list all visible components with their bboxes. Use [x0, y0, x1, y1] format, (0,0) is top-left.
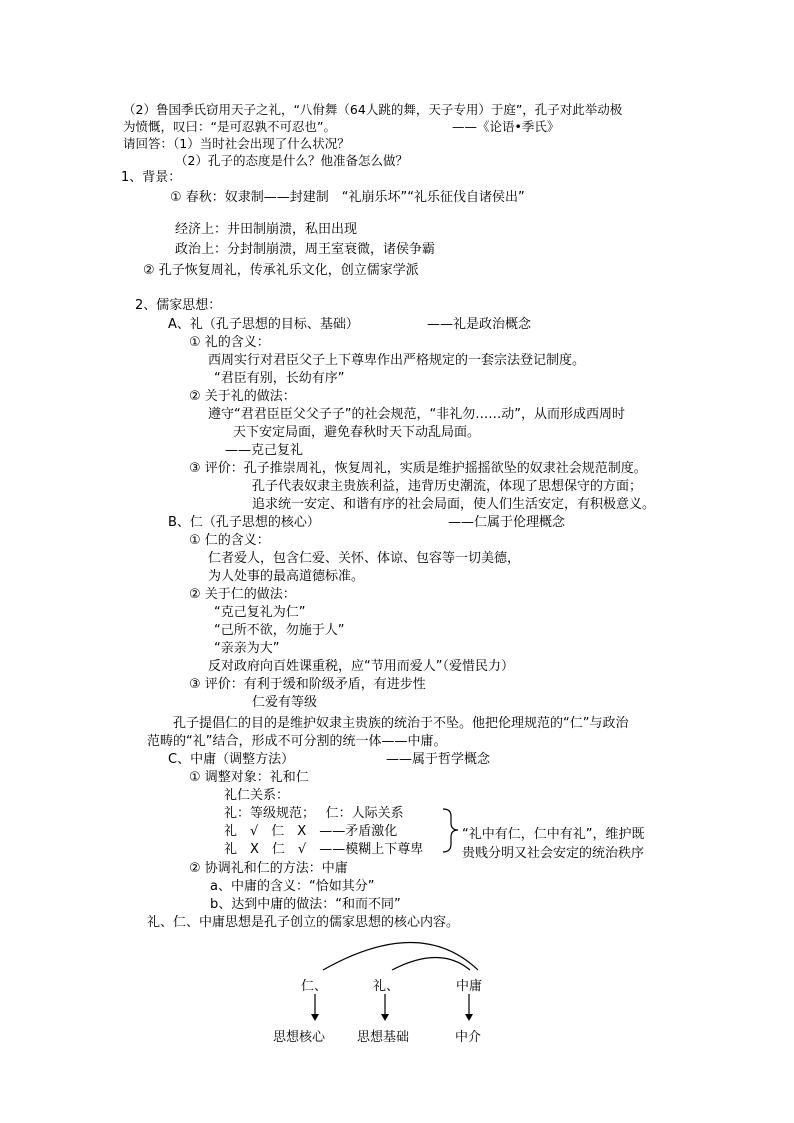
text-line: “己所不欲，勿施于人”: [214, 623, 345, 638]
text-line: ② 关于仁的做法：: [189, 587, 296, 602]
text-line: ③ 评价：孔子推崇周礼，恢复周礼，实质是维护摇摇欲坠的奴隶社会规范制度。: [189, 461, 647, 476]
text-line: ② 孔子恢复周礼，传承礼乐文化，创立儒家学派: [143, 263, 419, 278]
text-line: 礼：等级规范； 仁：人际关系: [224, 806, 404, 821]
text-line: 天下安定局面，避免春秋时天下动乱局面。: [233, 425, 481, 440]
text-line: 礼 √ 仁 X ——矛盾激化: [224, 824, 398, 839]
text-line: ② 协调礼和仁的方法：中庸: [189, 861, 348, 876]
text-line: 礼仁关系：: [224, 788, 290, 803]
text-line: 孔子提倡仁的目的是维护奴隶主贵族的统治于不坠。他把伦理规范的“仁”与政治: [173, 716, 629, 731]
text-line: 追求统一安定、和谐有序的社会局面，使人们生活安定，有积极意义。: [252, 497, 656, 512]
text-line: 礼 X 仁 √ ——模糊上下尊卑: [224, 842, 424, 857]
text-line: ② 关于礼的做法：: [189, 389, 296, 404]
text-line: 西周实行对君臣父子上下尊卑作出严格规定的一套宗法登记制度。: [208, 353, 586, 368]
question-prompt: 请回答：（1）当时社会出现了什么状况？: [123, 136, 350, 151]
text-line: ① 春秋：奴隶制——封建制 “礼崩乐坏”“礼乐征伐自诸侯出”: [170, 190, 525, 205]
diagram-node-zhongyong: 中庸: [456, 979, 483, 994]
text-line: 政治上：分封制崩溃，周王室衰微，诸侯争霸: [175, 242, 436, 257]
text-line: 范畴的“礼”结合，形成不可分割的统一体——中庸。: [147, 734, 447, 749]
question-prompt: （2）孔子的态度是什么？他准备怎么做？: [175, 153, 408, 168]
section-heading: 2、儒家思想：: [135, 298, 222, 313]
text-line: 遵守“君君臣臣父父子子”的社会规范，“非礼勿……动”，从而形成西周时: [208, 407, 625, 422]
text-line: 仁爱有等级: [252, 695, 318, 710]
text-line: b、达到中庸的做法：“和而不同”: [210, 897, 401, 912]
text-line: a、中庸的含义：“恰如其分”: [210, 879, 375, 894]
subsection-heading: C、中庸（调整方法）: [168, 752, 295, 767]
text-line: “君臣有别，长幼有序”: [214, 371, 345, 386]
summary-line: 礼、仁、中庸思想是孔子创立的儒家思想的核心内容。: [147, 915, 460, 930]
text-line: ① 礼的含义：: [189, 335, 270, 350]
text-line: 经济上：井田制崩溃，私田出现: [175, 222, 358, 237]
section-heading: 1、背景：: [121, 170, 182, 185]
diagram-node-li: 礼、: [373, 979, 400, 994]
text-line: ① 调整对象：礼和仁: [189, 770, 309, 785]
diagram-label-foundation: 思想基础: [357, 1030, 410, 1045]
text-line: “礼中有仁，仁中有礼”，维护既: [462, 827, 645, 842]
diagram-node-ren: 仁、: [301, 979, 328, 994]
text-line: “克己复礼为仁”: [214, 605, 306, 620]
text-line: “亲亲为大”: [214, 641, 280, 656]
subsection-heading: A、礼（孔子思想的目标、基础）: [168, 317, 359, 332]
text-line: ③ 评价：有利于缓和阶级矛盾，有进步性: [189, 677, 426, 692]
text-line: 孔子代表奴隶主贵族利益，违背历史潮流，体现了思想保守的方面；: [252, 479, 643, 494]
diagram-label-medium: 中介: [455, 1030, 482, 1045]
question-text: 为愤慨，叹曰：“是可忍孰不可忍也”。: [123, 119, 336, 134]
text-line: ① 仁的含义：: [189, 533, 270, 548]
text-line: 反对政府向百姓课重税，应“节用而爱人”（爱惜民力）: [208, 659, 514, 674]
text-line: 为人处事的最高道德标准。: [208, 569, 365, 584]
question-text: （2）鲁国季氏窃用天子之礼，“八佾舞（64人跳的舞，天子专用）于庭”，孔子对此举动极: [123, 102, 623, 117]
subsection-heading: B、仁（孔子思想的核心）: [168, 515, 320, 530]
text-line: ——仁属于伦理概念: [448, 515, 566, 530]
text-line: ——礼是政治概念: [427, 317, 532, 332]
text-line: ——克己复礼: [225, 443, 304, 458]
text-line: ——属于哲学概念: [386, 752, 491, 767]
text-line: 仁者爱人，包含仁爱、关怀、体谅、包容等一切美德，: [208, 551, 521, 566]
text-line: 贵贱分明又社会安定的统治秩序: [462, 846, 645, 861]
diagram-label-core: 思想核心: [273, 1030, 326, 1045]
source-citation: ——《论语•季氏》: [452, 119, 560, 134]
